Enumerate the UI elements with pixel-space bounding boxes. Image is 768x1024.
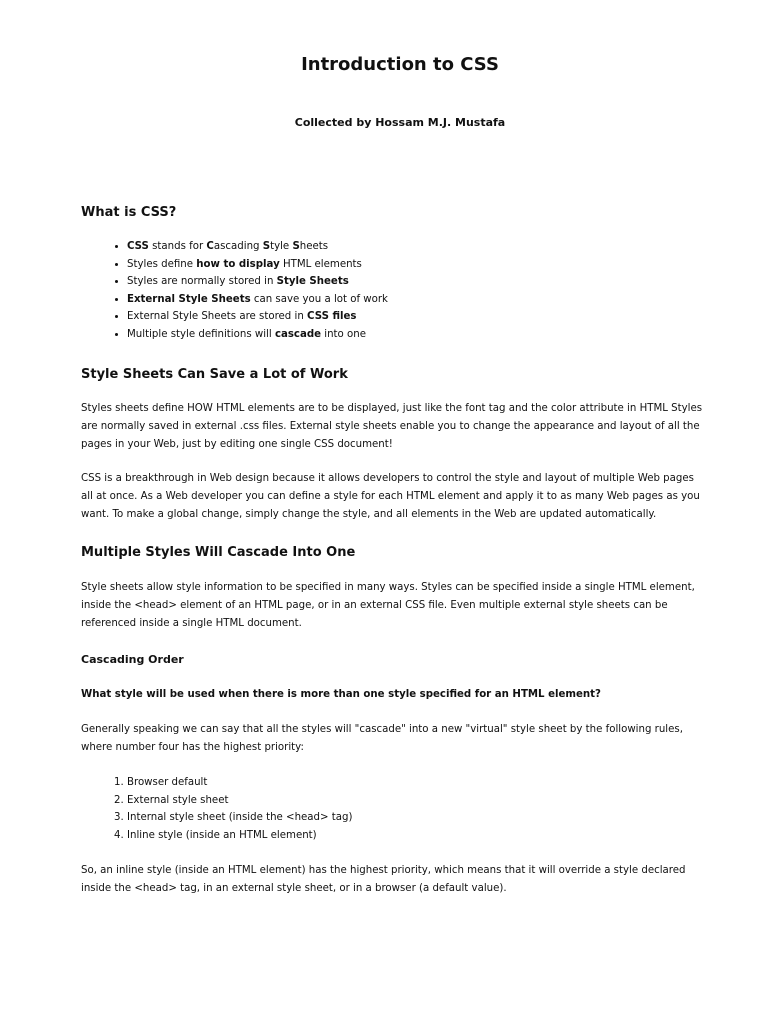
bullet-text: Styles define (127, 258, 197, 270)
bullet-text: External Style Sheets are stored in (127, 311, 308, 323)
document-author: Collected by Hossam M.J. Mustafa (294, 116, 506, 129)
list-item: 3. Internal style sheet (inside the <head> tag) (127, 809, 721, 827)
bullet-text: Multiple style definitions will (127, 328, 275, 340)
paragraph-line: Style sheets allow style information to be specified in many ways. Styles can be specified inside a single HTML element, (81, 582, 695, 593)
what-is-css-list-wrap (81, 238, 721, 344)
section-save-work (81, 366, 721, 384)
save-work-paragraph-2 (81, 470, 721, 524)
list-item: 4. Inline style (inside an HTML element) (127, 827, 721, 845)
bullet-text: HTML elements (279, 258, 362, 270)
bullet-item (127, 256, 721, 274)
cascading-order-block (81, 652, 721, 668)
heading-save-work: Style Sheets Can Save a Lot of Work (81, 367, 348, 382)
cascade-question: What style will be used when there is more than one style specified for an HTML element? (81, 689, 601, 700)
bullet-text: can save you a lot of work (250, 293, 388, 305)
bullet-text: how to display (196, 258, 280, 270)
bullet-item (127, 291, 721, 309)
closing-paragraph (81, 862, 721, 898)
bullet-item (127, 308, 721, 326)
cascade-paragraph (81, 579, 721, 633)
bullet-text: tyle (270, 241, 293, 252)
paragraph-line: want. To make a global change, simply change the style, and all elements in the Web are updated automatically. (81, 509, 657, 520)
bullet-text: S (292, 241, 300, 252)
bullet-text: C (206, 241, 214, 252)
question-block (81, 686, 721, 704)
subheading-cascading-order: Cascading Order (81, 653, 184, 666)
bullet-item (127, 238, 721, 256)
document-title: Introduction to CSS (301, 54, 499, 75)
cascade-order-list-wrap (81, 774, 721, 844)
bullet-text: CSS (127, 241, 149, 252)
rules-paragraph (81, 721, 721, 757)
section-cascade (81, 544, 721, 562)
paragraph-line: pages in your Web, just by editing one single CSS document! (81, 439, 393, 450)
paragraph-line: inside the <head> element of an HTML page, or in an external CSS file. Even multiple external style sheets can be (81, 600, 668, 611)
section-what-is-css (81, 204, 721, 222)
bullet-text: heets (299, 241, 329, 252)
bullet-text: Style Sheets (276, 276, 349, 288)
heading-cascade: Multiple Styles Will Cascade Into One (81, 545, 356, 560)
paragraph-line: So, an inline style (inside an HTML element) has the highest priority, which means that it will override a style declared (81, 865, 686, 876)
list-item: 1. Browser default (127, 774, 721, 792)
bullet-text: CSS files (307, 311, 357, 323)
paragraph-line: all at once. As a Web developer you can define a style for each HTML element and apply it to as many Web pages as you (81, 491, 700, 502)
save-work-paragraph-1 (81, 400, 721, 454)
bullet-text: into one (321, 328, 366, 340)
bullet-item (127, 326, 721, 344)
paragraph-line: inside the <head> tag, in an external style sheet, or in a browser (a default value). (81, 883, 507, 894)
what-is-css-list (81, 238, 721, 344)
heading-what-is-css: What is CSS? (81, 205, 177, 220)
bullet-text: Styles are normally stored in (127, 276, 277, 288)
list-item: 2. External style sheet (127, 792, 721, 810)
paragraph-line: referenced inside a single HTML document. (81, 618, 302, 629)
bullet-item (127, 273, 721, 291)
bullet-text: stands for (148, 241, 207, 252)
paragraph-line: where number four has the highest priority: (81, 742, 304, 753)
bullet-text: S (262, 241, 271, 252)
paragraph-line: are normally saved in external .css files. External style sheets enable you to change the appearance and layout of all the (81, 421, 700, 432)
bullet-text: External Style Sheets (127, 293, 251, 305)
paragraph-line: CSS is a breakthrough in Web design because it allows developers to control the style and layout of multiple Web pages (81, 473, 694, 484)
paragraph-line: Generally speaking we can say that all the styles will "cascade" into a new "virtual" style sheet by the following rules, (81, 724, 683, 735)
bullet-text: ascading (213, 241, 263, 252)
cascade-order-list (81, 774, 721, 844)
bullet-text: cascade (274, 328, 322, 340)
paragraph-line: Styles sheets define HOW HTML elements are to be displayed, just like the font tag and the color attribute in HTML Styles (81, 403, 703, 414)
